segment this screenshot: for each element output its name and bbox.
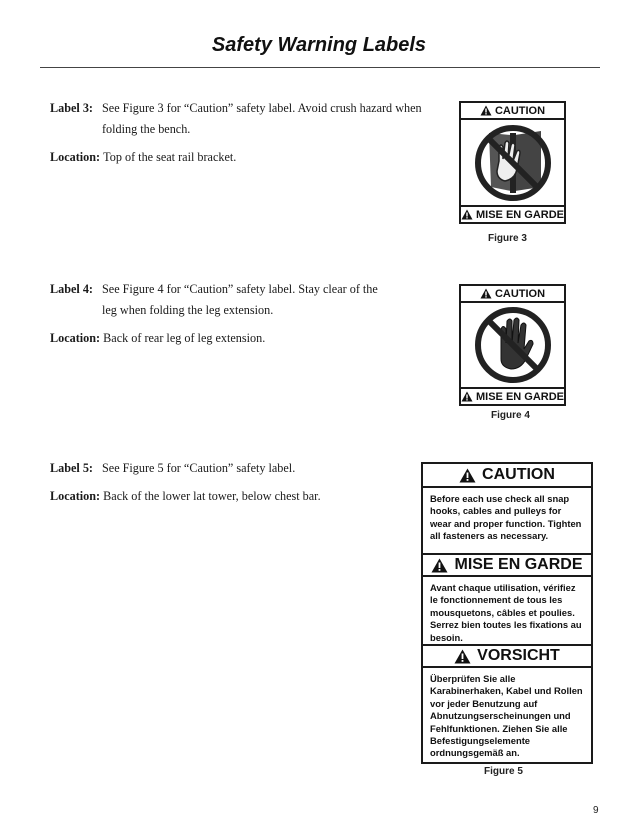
figure-4-caption: Figure 4	[491, 410, 530, 421]
warning-triangle-icon	[461, 391, 473, 402]
caution-heading-de-text: VORSICHT	[477, 647, 560, 664]
label-3-title: Label 3:	[50, 101, 93, 115]
caution-heading-de	[423, 644, 591, 668]
label-4-location-text: Back of rear leg of leg extension.	[103, 331, 266, 345]
figure-5-caption: Figure 5	[484, 766, 523, 777]
title-divider	[40, 67, 600, 68]
label-3-location-title: Location:	[50, 150, 101, 164]
caution-body-de: Überprüfen Sie alle Karabinerhaken, Kabel und Rollen vor jeder Benutzung auf Abnutzungserscheinungen und Fehlfunktionen. Ziehen Sie alle Befestigungselemente ordnungsgemäß an.	[430, 673, 583, 759]
label-5-title: Label 5:	[50, 461, 93, 475]
figure-3-mise-en-garde-band	[461, 205, 564, 222]
figure-3-mise-en-garde-text: MISE EN GARDE	[476, 208, 565, 221]
figure-5-caution-label	[421, 462, 593, 764]
hand-prohibited-icon	[471, 303, 555, 387]
label-5-location-text: Back of the lower lat tower, below chest bar.	[103, 489, 321, 503]
figure-4-caution-band	[461, 286, 564, 303]
label-3-text: See Figure 3 for “Caution” safety label. Avoid crush hazard when folding the bench.	[102, 101, 422, 136]
caution-heading-fr-text: MISE EN GARDE	[454, 556, 583, 573]
figure-3-caution-sign	[459, 101, 566, 224]
warning-triangle-icon	[461, 209, 473, 220]
label-4-text: See Figure 4 for “Caution” safety label. Stay clear of the leg when folding the leg extension.	[102, 282, 378, 317]
label-5-text: See Figure 5 for “Caution” safety label.	[102, 461, 296, 475]
caution-body-en: Before each use check all snap hooks, cables and pulleys for wear and proper function. Tighten all fasteners as necessary.	[430, 493, 582, 542]
figure-3-caution-band	[461, 103, 564, 120]
warning-triangle-icon	[431, 558, 448, 573]
caution-body-fr: Avant chaque utilisation, vérifiez le fonctionnement de tous les mousquetons, câbles et poulies. Serrez bien toutes les fixations au besoin.	[430, 582, 582, 643]
crush-hand-prohibited-icon	[471, 121, 555, 205]
figure-4-caution-text: CAUTION	[494, 287, 546, 300]
label-4-title: Label 4:	[50, 282, 93, 296]
caution-heading-fr	[423, 553, 591, 577]
caution-heading-en-text: CAUTION	[482, 466, 555, 483]
figure-3-caution-text: CAUTION	[494, 104, 546, 117]
label-3-block	[50, 98, 432, 168]
warning-triangle-icon	[480, 105, 492, 116]
figure-4-caution-sign	[459, 284, 566, 406]
page-title: Safety Warning Labels	[211, 34, 427, 56]
warning-triangle-icon	[480, 288, 492, 299]
label-3-location-text: Top of the seat rail bracket.	[103, 150, 237, 164]
figure-3-caption: Figure 3	[488, 233, 527, 244]
label-5-location-title: Location:	[50, 489, 101, 503]
label-5-block	[50, 458, 390, 507]
stop-hand-pictogram	[461, 305, 564, 385]
label-4-block	[50, 279, 382, 349]
figure-4-mise-en-garde-text: MISE EN GARDE	[476, 390, 565, 403]
warning-triangle-icon	[454, 649, 471, 664]
page-number: 9	[593, 805, 599, 816]
caution-heading-en	[423, 464, 591, 488]
warning-triangle-icon	[459, 468, 476, 483]
figure-4-mise-en-garde-band	[461, 387, 564, 404]
label-4-location-title: Location:	[50, 331, 101, 345]
crush-hazard-pictogram	[461, 122, 564, 203]
